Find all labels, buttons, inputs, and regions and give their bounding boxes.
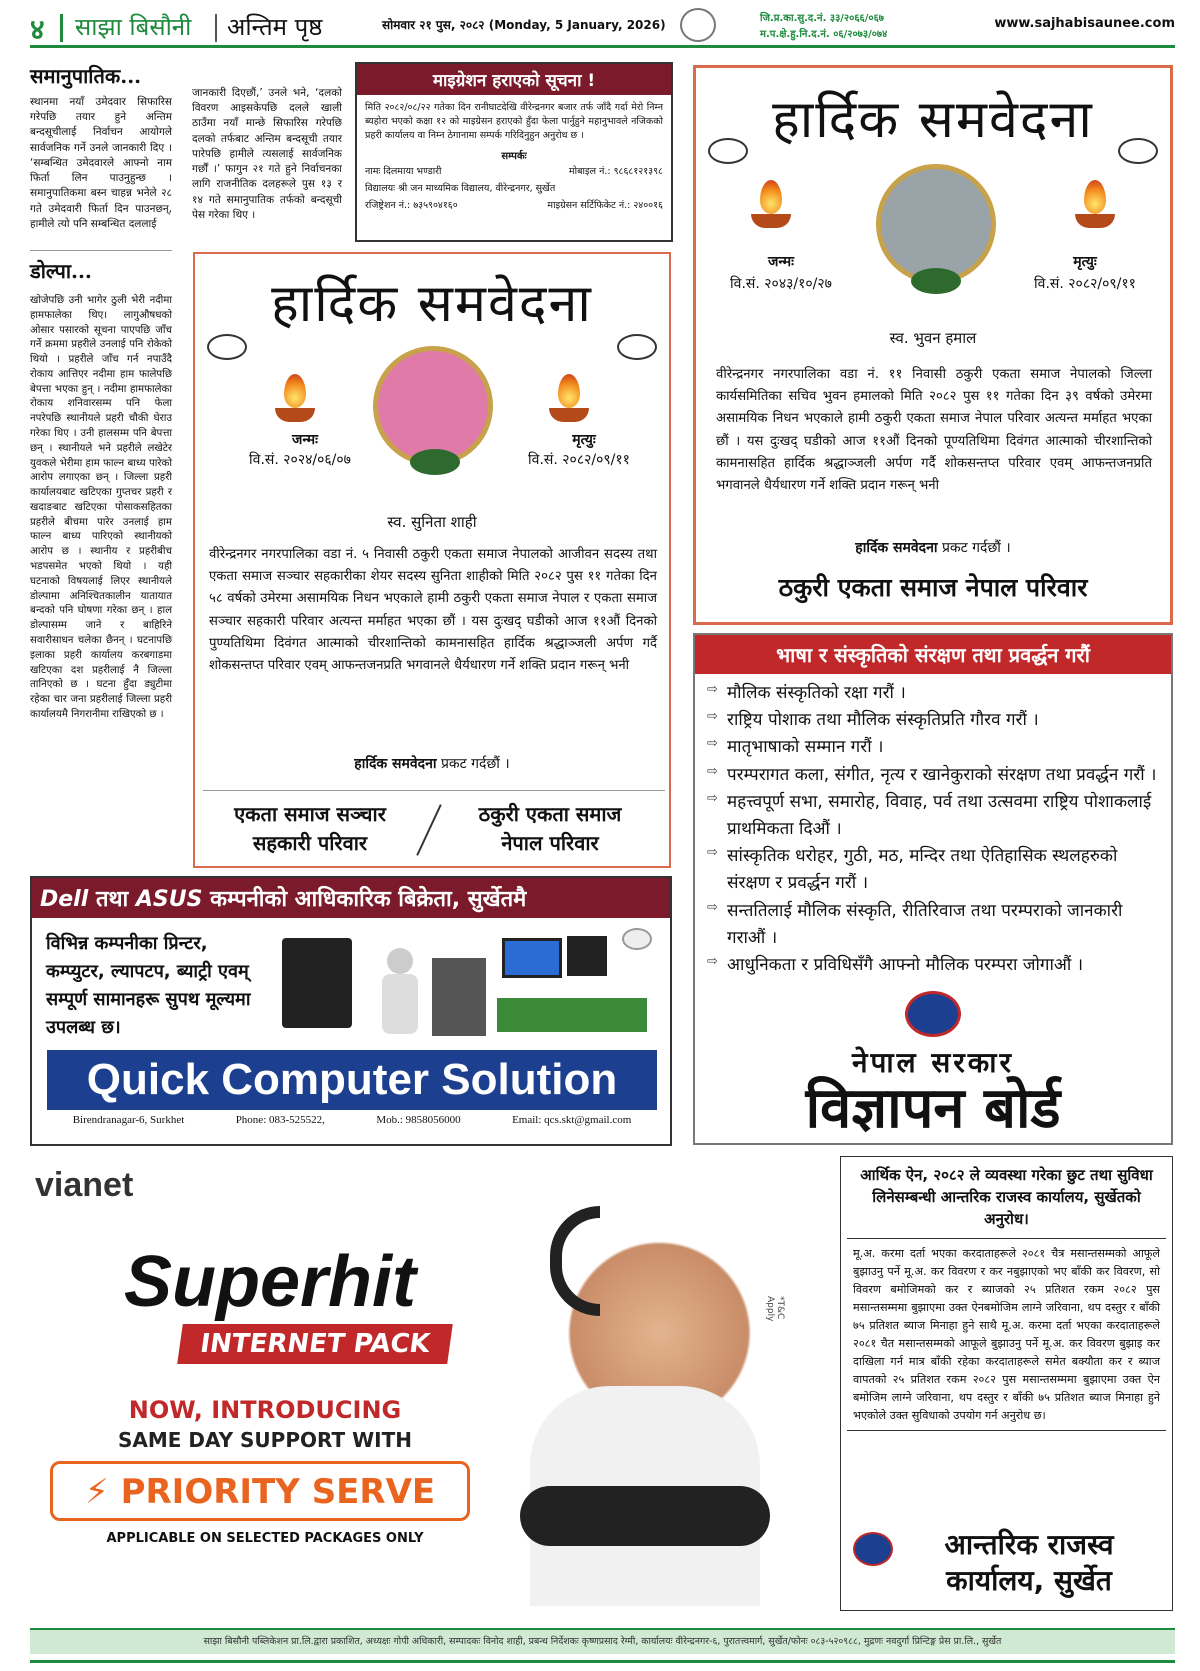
footer-imprint: साझा बिसौनी पब्लिकेशन प्रा.लि.द्वारा प्रकाशित, अध्यक्षः गोपी अधिकारी, सम्पादकः विनोद शाही, प्रबन्ध निर्देशकः कृष्णप्रसाद रेग्मी, कार्यालयः वीरेन्द्रनगर-६, पुरातत्त्वमार्ग, सुर्खेत/फोनः ०८३-५२०९८८, मुद्रणः नवदुर्गा प्रिन्टिङ्ग प्रेस प्रा.लि., सुर्खेत: [30, 1628, 1175, 1654]
condolence-text: [209, 544, 657, 677]
signatory-line: ठकुरी एकता समाज: [478, 802, 622, 826]
folded-hands-icon: [207, 334, 247, 360]
lightning-icon: ⚡: [84, 1472, 109, 1512]
diya-lamp-icon: [275, 374, 315, 422]
article-text: स्थानमा नयाँ उमेदवार सिफारिस गरेपछि तयार हुने अन्तिम बन्दसूचीलाई निर्वाचन आयोगले सार्वजनिक गर्ने उनले जानकारी दिए । ‘सम्बन्धित उमेदवारले आफ्नो नाम फिर्ता लिन पाउनुहुन्छ । समानुपातिकमा बस्न चाहन्न भनेले २८ गते उमेदवारी फिर्ता दिन पाउनछन्, हामीले त्यो पनि सम्बन्धित दललाई: [30, 96, 172, 230]
birth-label: जन्मः: [291, 432, 319, 448]
list-item: ⇨ मौलिक संस्कृतिको रक्षा गरौं ।: [707, 680, 1159, 707]
diya-lamp-icon: [751, 180, 791, 228]
now-introducing: NOW, INTRODUCING: [128, 1396, 402, 1424]
same-day-support: SAME DAY SUPPORT WITH: [118, 1428, 412, 1452]
signatory-line: नेपाल परिवार: [501, 831, 599, 855]
list-item: ⇨ आधुनिकता र प्रविधिसँगै आफ्नो मौलिक परम्परा जोगाऔं ।: [707, 952, 1159, 979]
list-item: ⇨ सांस्कृतिक धरोहर, गुठी, मठ, मन्दिर तथा ऐतिहासिक स्थलहरुको संरक्षण र प्रवर्द्धन गरौं ।: [707, 843, 1159, 897]
notice-text: मिति २०८२/०८/२२ गतेका दिन रानीघाटदेखि वीरेन्द्रनगर बजार तर्फ जाँदै गर्दा मेरो निम्न ब्यहोरा भएको कक्षा १२ को माइग्रेसन हराएको हुँदा फेला पार्नुहुने महानुभावले नजिकको प्रहरी कार्यालय वा निम्न ठेगानामा सम्पर्क गरिदिनुहुन अनुरोध छ ।: [365, 102, 663, 141]
board-label: विज्ञापन बोर्ड: [805, 1075, 1061, 1141]
ad-title-text: तथा: [95, 887, 129, 912]
condolence-title: हार्दिक समवेदना: [271, 274, 593, 334]
dell-logo: Dell: [40, 887, 89, 912]
condolence-body: वीरेन्द्रनगर नगरपालिका वडा नं. ११ निवासी ठकुरी एकता समाज नेपालको जिल्ला कार्यसमितिका सचिव भुवन हमालको मिति २०८२ पुस ११ गतेका दिन ३९ वर्षको उमेरमा असामयिक निधन भएकाले हामी ठकुरी एकता समाज नेपाल परिवार अत्यन्त मर्माहत भएका छौं । यस दुःखद् घडीको आज ११औं दिनको पूण्यतिथिमा दिवंगत आत्माको चीरशान्तिको कामनासहित हार्दिक श्रद्धाञ्जली अर्पण गर्दै शोकसन्तप्त परिवार एवम् आफन्तजनप्रति भगवानले धैर्यधारण गर्ने शक्ति प्रदान गरून् भनी: [716, 367, 1152, 493]
birth-date: वि.सं. २०४३/१०/२७: [730, 276, 832, 292]
registration-no: रजिष्ट्रेशन नं.: ७३५९०४१६०: [365, 200, 458, 212]
condolence-closing: [195, 754, 669, 773]
portrait-photo: [876, 164, 996, 284]
section-name: अन्तिम पृष्ठ: [227, 13, 323, 41]
deceased-name: स्व. भुवन हमाल: [889, 329, 977, 347]
condolence-closing: [696, 538, 1170, 557]
list-item: ⇨ सन्ततिलाई मौलिक संस्कृति, रीतिरिवाज तथा परम्पराको जानकारी गराऔं ।: [707, 898, 1159, 952]
signatory-2: [435, 800, 665, 858]
signatory-line: सहकारी परिवार: [252, 831, 368, 855]
certificate-no: माइग्रेसन सर्टिफिकेट नं.: २४००१६: [547, 200, 663, 212]
condolence-text: [716, 364, 1152, 497]
nepal-emblem-icon: [853, 1532, 893, 1566]
ad-body: विभिन्न कम्पनीका प्रिन्टर, कम्प्युटर, ल्यापटप, ब्याट्री एवम् सम्पूर्ण सामानहरू सुपथ मूल्यमा उपलब्ध छ।: [46, 933, 251, 1038]
condolence-notice-1: [193, 252, 671, 868]
shop-mobile: Mob.: 9858056000: [376, 1114, 461, 1126]
article-title: डोल्पा...: [30, 258, 92, 283]
condolence-notice-2: [693, 65, 1173, 625]
website-link[interactable]: www.sajhabisaunee.com: [994, 16, 1175, 31]
diya-lamp-icon: [1075, 180, 1115, 228]
superhit-title: Superhit: [123, 1242, 416, 1322]
applicable-note: APPLICABLE ON SELECTED PACKAGES ONLY: [106, 1531, 424, 1546]
priority-serve-text: PRIORITY SERVE: [120, 1472, 436, 1512]
tax-notice: [840, 1156, 1173, 1611]
signatory-1: [195, 800, 425, 858]
camera-icon: [622, 928, 652, 950]
printer-icon: [567, 936, 607, 976]
divider: [60, 14, 63, 42]
game-controller-icon: [520, 1486, 770, 1546]
office-line: कार्यालय, सुर्खेत: [946, 1564, 1112, 1598]
computer-shop-ad: [30, 876, 672, 1146]
death-label: मृत्युः: [1073, 254, 1097, 270]
shop-phone: Phone: 083-525522,: [235, 1114, 325, 1126]
death-date: वि.सं. २०८२/०९/११: [1034, 276, 1136, 292]
birth-date: वि.सं. २०२४/०६/०७: [249, 452, 351, 468]
computer-products-image: [277, 928, 667, 1048]
owner-school: विद्यालयः श्री जन माध्यमिक विद्यालय, वीरेन्द्रनगर, सुर्खेत: [365, 183, 556, 195]
list-item: ⇨ महत्त्वपूर्ण सभा, समारोह, विवाह, पर्व तथा उत्सवमा राष्ट्रिय पोशाकलाई प्राथमिकता दिऔं ।: [707, 789, 1159, 843]
shop-address: Birendranagar-6, Surkhet: [72, 1114, 185, 1126]
registration-1: जि.प्र.का.सु.द.नं. ३३/२०६६/०६७: [760, 13, 884, 24]
folded-hands-icon: [617, 334, 657, 360]
closing-bold: हार्दिक समवेदना: [855, 540, 938, 556]
ad-title-text: कम्पनीको आधिकारिक बिक्रेता, सुर्खेतमै: [210, 887, 527, 912]
vianet-ad: [30, 1156, 810, 1610]
vianet-logo: vianet: [35, 1166, 134, 1204]
contact-label: सम्पर्कः: [501, 151, 527, 163]
ad-title: [32, 878, 670, 918]
culture-list: [695, 674, 1171, 979]
headphones-icon: [550, 1206, 600, 1316]
person-figure-icon: [382, 974, 418, 1034]
emblem-icon: [680, 8, 716, 42]
tax-title: आर्थिक ऐन, २०८२ ले व्यवस्था गरेका छुट तथा सुविधा लिनेसम्बन्धी आन्तरिक राजस्व कार्यालय, सुर्खेतको अनुरोध।: [860, 1166, 1153, 1228]
terms-note: *T&C Apply: [765, 1296, 785, 1322]
condolence-title: हार्दिक समवेदना: [772, 90, 1094, 150]
folded-hands-icon: [1118, 138, 1158, 164]
masthead: [30, 8, 1175, 48]
list-item: ⇨ मातृभाषाको सम्मान गरौं ।: [707, 734, 1159, 761]
article-text: खोजेपछि उनी भागेर ठुली भेरी नदीमा हामफालेका थिए। लागुऔषधको ओसार पसारको सूचना पाएपछि जाँच गर्ने क्रममा प्रहरीले उनलाई पनि रोकेको थियो । प्रहरीले जाँच गर्न नपाउँदै रोकाय आत्तिएर नदीमा हाम फालेपछि बेपत्ता भएका हुन् । नदीमा हामफालेका रोकाय शनिवारसम्म पनि फेला नपरेपछि स्थानीयले प्रहरी चौकी घेराउ गरेका थिए । उनी हालसम्म पनि बेपत्ता छन् । स्थानीयले भने प्रहरीले लखेटेर युवकले भेरीमा हाम फाल्न बाध्य पारेको आरोप लगाएका छन् । जिल्ला प्रहरी कार्यालयबाट खटिएका गुप्तचर प्रहरी र खदाङबाट खटिएका पोसाकसहितका प्रहरीले बीचमा पारेर उनलाई हाम फाल्न बाध्य पारिएको स्थानीयको आरोप छ । स्थानीय र प्रहरीबीच भडपसमेत भएको थियो । यही घटनाको विषयलाई लिएर स्थानीयले डोल्पामा अनिश्चितकालीन यातायात बन्दको पनि घोषणा गरेका छन् । हाल डोल्पासम्म जाने र बाहिरिने सवारीसाधन चलेका छैनन् । घटनापछि इलाका प्रहरी कार्यालय करबगाडमा खटिएका दश प्रहरीलाई नै जिल्ला तानिएको छ । घटना हुँदा ड्युटीमा रहेका चार जना प्रहरीलाई जिल्ला प्रहरी कार्यालयमै निगरानीमा राखिएको छ ।: [30, 294, 172, 720]
issue-date: सोमवार २१ पुस, २०८२ (Monday, 5 January, 2026): [382, 18, 666, 32]
shop-email[interactable]: Email: qcs.skt@gmail.com: [512, 1114, 632, 1126]
footer-rule: [30, 1660, 1175, 1663]
article-title: समानुपातिक...: [30, 64, 142, 88]
list-item: ⇨ परम्परागत कला, संगीत, नृत्य र खानेकुराको संरक्षण तथा प्रवर्द्धन गरौं ।: [707, 762, 1159, 789]
paper-name: साझा बिसौनी: [75, 13, 192, 41]
closing-text: प्रकट गर्दछौं ।: [436, 756, 510, 772]
birth-label: जन्मः: [767, 254, 795, 270]
page-number: ४: [30, 13, 45, 46]
signatory: ठकुरी एकता समाज नेपाल परिवार: [778, 573, 1088, 602]
person-figure-icon: [387, 948, 413, 974]
divider: [215, 14, 217, 42]
desktop-tower-icon: [282, 938, 352, 1028]
gamer-photo: [500, 1186, 790, 1606]
tax-text: मू.अ. करमा दर्ता भएका करदाताहरूले २०८१ चैत्र मसान्तसम्मको आफूले बुझाउनु पर्ने मू.अ. कर विवरण र कर नबुझाएको भए बाँकी कर विवरण, सो विवरण बमोजिमको कर र ब्याजको २५ प्रतिशत रकम २०८२ पुस मसान्तसम्ममा बुझाएमा उक्त ऐनबमोजिम लाग्ने जरिवाना, थप दस्तुर र बाँकी ७५ प्रतिशत ब्याज मिनाहा हुने साथै मू.अ. करमा दर्ता भएका करदाताहरूले २०८१ चैत मसान्तसम्मको आफूले बुझाउनु पर्ने मू.अ. कर विवरण बुझाइ कर दाखिला गर्न मात्र बाँकी रहेका करदाताहरूले समेत बक्यौता कर र ब्याज वापतको २५ प्रतिशत रकम २०८२ पुस मसान्तसम्ममा बुझाएमा उक्त ऐन बमोजिम लाग्ने जरिवाना, थप दस्तुर र बाँकी ७५ प्रतिशत ब्याज मिनाहा हुने भएकोले उक्त सुविधाको उपयोग गर्न अनुरोध छ।: [853, 1247, 1160, 1422]
missing-notice: [355, 62, 673, 242]
nepal-emblem-icon: [905, 991, 961, 1037]
portrait-photo: [373, 346, 493, 466]
folded-hands-icon: [708, 138, 748, 164]
flower-decoration-icon: [410, 449, 460, 475]
priority-serve-badge: [50, 1461, 470, 1521]
internet-pack-label: INTERNET PACK: [177, 1324, 453, 1364]
deceased-name: स्व. सुनिता शाही: [387, 513, 477, 531]
registration-2: म.प.क्षे.हु.नि.द.नं. ०६/२०७३/०७४: [760, 29, 888, 40]
flower-decoration-icon: [911, 268, 961, 294]
divider: [203, 790, 665, 791]
monitor-icon: [502, 938, 562, 978]
server-icon: [432, 958, 486, 1036]
asus-logo: ASUS: [135, 887, 203, 912]
closing-bold: हार्दिक समवेदना: [354, 756, 437, 772]
notice-title: माइग्रेशन हराएको सूचना !: [357, 64, 671, 95]
closing-text: प्रकट गर्दछौं ।: [937, 540, 1011, 556]
death-date: वि.सं. २०८२/०९/११: [528, 452, 630, 468]
shop-contact: [47, 1114, 657, 1126]
condolence-body: वीरेन्द्रनगर नगरपालिका वडा नं. ५ निवासी ठकुरी एकता समाज नेपालको आजीवन सदस्य तथा एकता समाज सञ्चार सहकारीका शेयर सदस्य सुनिता शाहीको मिति २०८२ पुस ११ गतेका दिन ५८ वर्षको उमेरमा असामयिक निधन भएकाले हामी ठकुरी एकता समाज नेपाल र एकता समाज सञ्चार सहकारी परिवार अत्यन्त मर्माहत भएका छौं । यस दुःखद् घडीको आज ११औं दिनको पुण्यतिथिमा दिवंगत आत्माको चीरशान्तिको कामनासहित हार्दिक श्रद्धाञ्जली अर्पण गर्दै शोकसन्तप्त परिवार एवम् आफन्तजनप्रति भगवानले धैर्यधारण गर्ने शक्ति प्रदान गरून् भनी: [209, 547, 657, 673]
list-item: ⇨ राष्ट्रिय पोशाक तथा मौलिक संस्कृतिप्रति गौरव गरौं ।: [707, 707, 1159, 734]
hardware-parts-icon: [497, 998, 647, 1032]
column-1: [30, 62, 172, 723]
owner-mobile: मोबाइल नं.: ९८६८१२१३९८: [568, 166, 663, 178]
death-label: मृत्युः: [572, 432, 596, 448]
article-continuation: जानकारी दिएछौं,’ उनले भने, ‘दलको विवरण आइसकेपछि दलले खाली ठाउँमा नयाँ मान्छे सिफारिस गरेपछि दलको तर्फबाट अन्तिम बन्दसूची तयार पारेपछि हामीले त्यसलाई सार्वजनिक गर्छौं ।’ फागुन २१ गते हुने निर्वाचनका लागि राजनीतिक दलहरूले पुस १३ र १४ गते समानुपातिक तर्फको बन्दसूची पेस गरेका थिए ।: [192, 87, 342, 221]
office-line: आन्तरिक राजस्व: [944, 1528, 1114, 1561]
tax-office: [889, 1527, 1169, 1600]
signatory-line: एकता समाज सञ्चार: [234, 802, 386, 826]
shop-name: Quick Computer Solution: [47, 1050, 657, 1110]
owner-name: नामः दिलमाया भण्डारी: [365, 166, 442, 178]
culture-title: भाषा र संस्कृतिको संरक्षण तथा प्रवर्द्धन गरौं: [695, 635, 1171, 674]
culture-ad: [693, 633, 1173, 1145]
diya-lamp-icon: [549, 374, 589, 422]
government-label: नेपाल सरकार: [851, 1046, 1015, 1079]
